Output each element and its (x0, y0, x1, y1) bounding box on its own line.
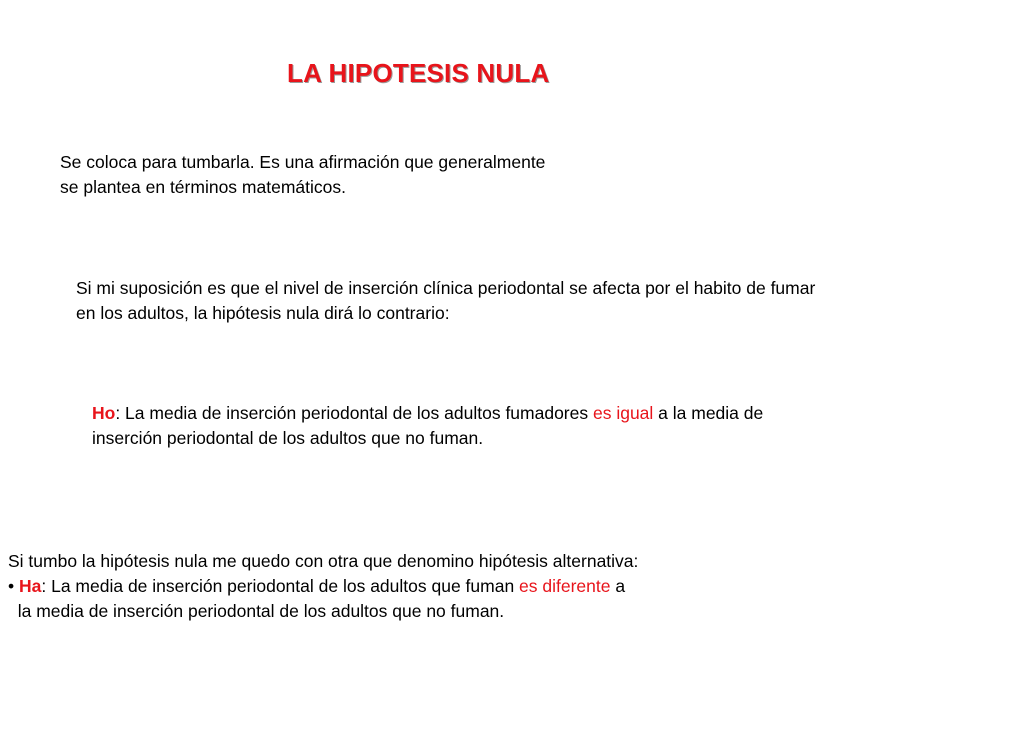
null-hypothesis-text: : La media de inserción periodontal de los adultos fumadores (115, 403, 593, 423)
example-line-1: Si mi suposición es que el nivel de inserción clínica periodontal se afecta por el habito de fumar (76, 278, 816, 298)
null-hypothesis-highlight: es igual (592, 403, 654, 423)
alternative-intro-line: Si tumbo la hipótesis nula me quedo con otra que denomino hipótesis alternativa: (8, 551, 639, 571)
alternative-hypothesis-line (8, 574, 638, 599)
alternative-hypothesis-paragraph (8, 549, 638, 624)
alternative-hypothesis-label: Ha (19, 576, 42, 596)
alternative-hypothesis-text: : La media de inserción periodontal de los adultos que fuman (41, 576, 520, 596)
slide-title: LA HIPOTESIS NULA (287, 58, 550, 88)
null-hypothesis-label: Ho (92, 403, 116, 423)
definition-line-2: se plantea en términos matemáticos. (60, 177, 346, 197)
null-hypothesis-text-after: a la media de (653, 403, 764, 423)
null-hypothesis-line-2: inserción periodontal de los adultos que no fuman. (92, 428, 484, 448)
bullet: • (8, 576, 19, 596)
example-paragraph (76, 276, 815, 326)
null-hypothesis-paragraph (92, 401, 763, 451)
null-hypothesis-line-1 (92, 401, 763, 426)
definition-line-1: Se coloca para tumbarla. Es una afirmación que generalmente (60, 152, 546, 172)
definition-paragraph (60, 150, 545, 200)
alternative-hypothesis-highlight: es diferente (519, 576, 611, 596)
alternative-hypothesis-text-after: a (610, 576, 626, 596)
alternative-hypothesis-line-3: la media de inserción periodontal de los adultos que no fuman. (8, 601, 505, 621)
example-line-2: en los adultos, la hipótesis nula dirá lo contrario: (76, 303, 450, 323)
